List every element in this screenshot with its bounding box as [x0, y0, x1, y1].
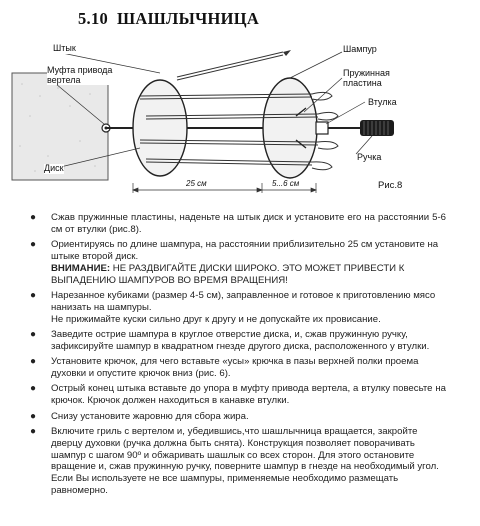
bullet-icon: ● [30, 289, 37, 301]
instruction-item [28, 239, 446, 286]
rotisserie-diagram [0, 36, 480, 212]
instructions-list [28, 212, 446, 500]
bullet-icon: ● [30, 410, 37, 422]
bullet-icon: ● [30, 328, 37, 340]
instruction-text: Включите гриль с вертелом и, убедившись,что шашлычница вращается, закройте дверцу духовки (ручка должна быть снята). Конструкция позволяет поворачивать шампур с шагом 90º и обжаривать шашлык со всех сторон. Для этого остановите вращение и, сжав пружинную ручку, поверните шампур в гнезде на необходимый угол. Если Вы используете не все шампуры, применяемые необходимо размещать равномерно. [51, 425, 439, 496]
label-disk: Диск [44, 163, 64, 173]
instruction-item [28, 329, 446, 353]
label-spring-plate: Пружинная пластина [343, 68, 390, 88]
instruction-note: Не прижимайте куски сильно друг к другу и не допускайте их провисание. [51, 313, 381, 325]
instruction-item [28, 212, 446, 236]
bullet-icon: ● [30, 383, 37, 395]
label-coupling: Муфта привода вертела [47, 65, 113, 85]
figure-8 [0, 36, 480, 212]
label-handle: Ручка [357, 152, 382, 162]
section-number: 5.10 [78, 9, 109, 28]
instruction-text: Нарезанное кубиками (размер 4-5 см), заправленное и готовое к приготовлению мясо нанизать на шампуры. [51, 289, 436, 313]
loose-skewer [177, 50, 291, 80]
instruction-item [28, 411, 446, 423]
bullet-icon: ● [30, 425, 37, 437]
figure-caption: Рис.8 [378, 180, 403, 191]
label-skewer: Шампур [343, 44, 377, 54]
bullet-icon: ● [30, 239, 37, 251]
instruction-item [28, 290, 446, 325]
instruction-text: Заведите острие шампура в круглое отверстие диска, и, сжав пружинную ручку, зафиксируйте шампур в квадратном гнезде другого диска, расположенного у втулки. [51, 328, 430, 352]
warning-label: ВНИМАНИЕ: [51, 262, 111, 274]
instruction-item [28, 356, 446, 380]
handle [360, 120, 394, 136]
instruction-text: Снизу установите жаровню для сбора жира. [51, 410, 249, 422]
dimension-length: 25 см [186, 179, 207, 188]
instruction-text: Сжав пружинные пластины, наденьте на штык диск и установите его на расстоянии 5-6 см от втулки (рис.8). [51, 212, 446, 235]
label-rod: Штык [53, 43, 76, 53]
instruction-item [28, 426, 446, 497]
section-title: ШАШЛЫЧНИЦА [116, 9, 260, 28]
label-bushing: Втулка [368, 97, 397, 107]
instruction-text: Ориентируясь по длине шампура, на расстоянии приблизительно 25 см установите на штыке второй диск. [51, 239, 439, 262]
warning-note [51, 263, 446, 287]
bullet-icon: ● [30, 356, 37, 368]
instruction-item [28, 383, 446, 407]
page-title [78, 9, 259, 29]
instruction-text: Острый конец штыка вставьте до упора в муфту привода вертела, а втулку повесьте на крючок. Крючок должен находиться в канавке втулки. [51, 383, 446, 407]
instruction-text: Установите крючок, для чего вставьте «усы» крючка в пазы верхней полки проема духовки и опустите крючок вниз (рис. 6). [51, 356, 419, 379]
disk-1 [133, 80, 187, 176]
disk-2 [263, 78, 317, 178]
bullet-icon: ● [30, 212, 37, 223]
warning-text: НЕ РАЗДВИГАЙТЕ ДИСКИ ШИРОКО. ЭТО МОЖЕТ ПРИВЕСТИ К ВЫПАДЕНИЮ ШАМПУРОВ ВО ВРЕМЯ ВРАЩЕНИЯ! [51, 262, 405, 286]
dimension-gap: 5...6 см [272, 179, 300, 188]
